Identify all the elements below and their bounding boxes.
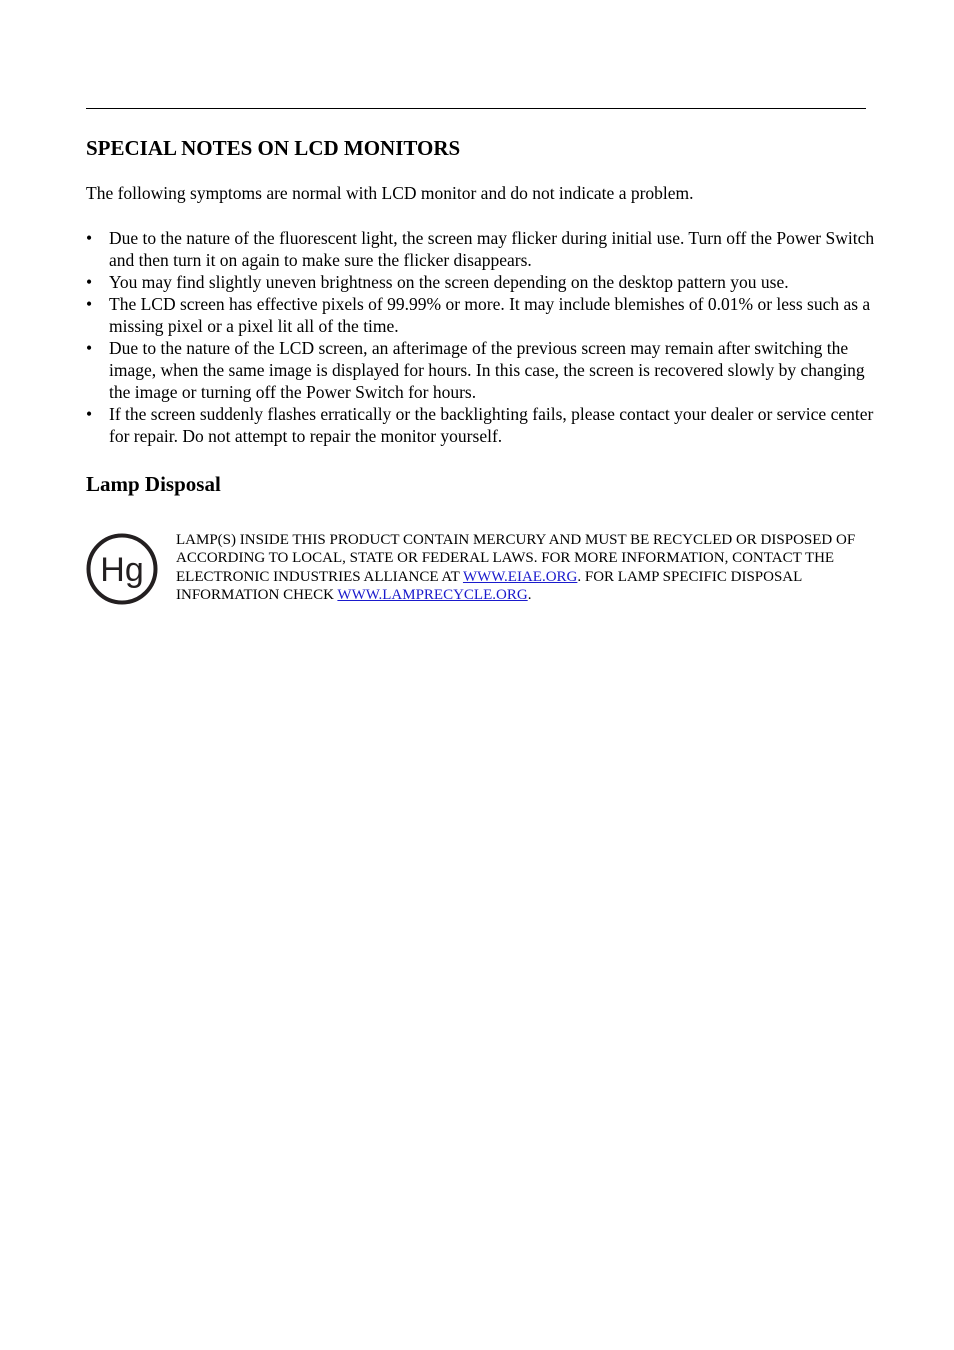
bullet-icon: • (86, 272, 93, 292)
note-text: If the screen suddenly flashes erratically or the backlighting fails, please contact your dealer or service center for repair. Do not attempt to repair the monitor yourself. (109, 404, 874, 446)
hg-label: Hg (100, 551, 144, 589)
intro-paragraph: The following symptoms are normal with LCD monitor and do not indicate a problem. (86, 183, 694, 203)
note-text: Due to the nature of the fluorescent light, the screen may flicker during initial use. Turn off the Power Switch and then turn it on again to make sure the flicker disappears. (109, 228, 875, 270)
bullet-icon: • (86, 404, 93, 424)
lamp-disposal-title: Lamp Disposal (86, 472, 221, 496)
section-title: SPECIAL NOTES ON LCD MONITORS (86, 136, 461, 160)
bullet-icon: • (86, 228, 93, 248)
note-text: You may find slightly uneven brightness on the screen depending on the desktop pattern you use. (109, 272, 789, 292)
disposal-text-part3: . (527, 586, 532, 603)
lamp-disposal-text (176, 531, 866, 604)
note-text: The LCD screen has effective pixels of 99.99% or more. It may include blemishes of 0.01% or less such as a missing pixel or a pixel lit all of the time. (109, 294, 871, 336)
disposal-text-part1: LAMP(S) INSIDE THIS PRODUCT CONTAIN MERCURY AND MUST BE RECYCLED OR DISPOSED OF ACCORDING TO LOCAL, STATE OR FEDERAL LAWS. FOR MORE INFORMATION, CONTACT THE ELECTRONIC INDUSTRIES ALLIANCE AT (176, 532, 856, 585)
bullet-icon: • (86, 294, 93, 314)
list-item (86, 227, 876, 271)
notes-list (86, 227, 876, 447)
list-item (86, 337, 876, 403)
disposal-text-part2: . FOR LAMP SPECIFIC DISPOSAL INFORMATION CHECK (176, 568, 802, 603)
list-item (86, 403, 876, 447)
note-text: Due to the nature of the LCD screen, an afterimage of the previous screen may remain after switching the image, when the same image is displayed for hours. In this case, the screen is recovered slowly by changing the image or turning off the Power Switch for hours. (109, 338, 865, 402)
eiae-link[interactable]: WWW.EIAE.ORG (462, 568, 578, 585)
mercury-symbol-svg (86, 533, 158, 605)
top-rule (86, 108, 866, 109)
lamprecycle-link[interactable]: WWW.LAMPRECYCLE.ORG (337, 586, 528, 603)
list-item (86, 293, 876, 337)
list-item (86, 271, 876, 293)
mercury-hg-icon (86, 533, 158, 605)
bullet-icon: • (86, 338, 93, 358)
